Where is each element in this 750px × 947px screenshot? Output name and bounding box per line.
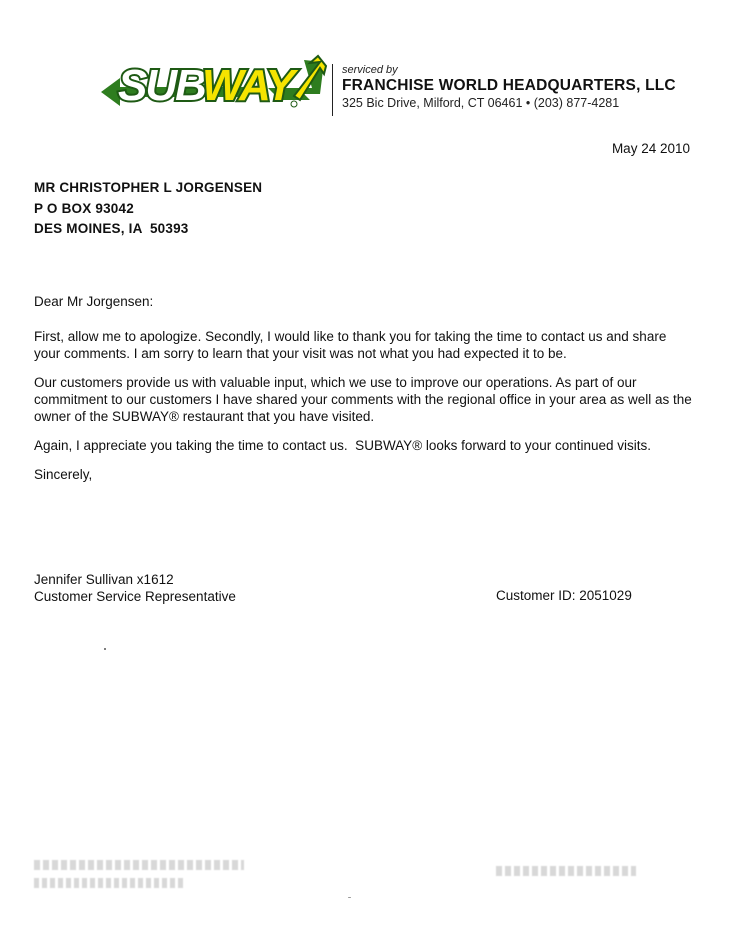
letter-body [34, 293, 694, 495]
signature-block [34, 571, 236, 605]
faded-scan-artifact [34, 860, 244, 888]
body-paragraph-3: Again, I appreciate you taking the time to contact us. SUBWAY® looks forward to your continued visits. [34, 438, 651, 453]
recipient-city-state-zip: DES MOINES, IA 50393 [34, 221, 189, 236]
scan-speck [104, 648, 106, 650]
letterhead [98, 54, 688, 120]
recipient-name: MR CHRISTOPHER L JORGENSEN [34, 180, 263, 195]
body-paragraph-2: Our customers provide us with valuable input, which we use to improve our operations. As part of our commitment to our customers I have shared your comments with the regional office in your area as well as the owner of the SUBWAY® restaurant that you have visited. [34, 375, 692, 424]
scan-speck [348, 897, 351, 898]
closing: Sincerely, [34, 467, 93, 482]
logo-wordmark-sub: SUB [118, 61, 205, 110]
subway-logo [98, 54, 328, 120]
serviced-by-label: serviced by [342, 64, 398, 76]
salutation: Dear Mr Jorgensen: [34, 294, 154, 309]
faded-scan-artifact [496, 866, 636, 876]
recipient-address-block [34, 178, 262, 240]
customer-id: Customer ID: 2051029 [496, 588, 632, 603]
letter-date: May 24 2010 [611, 141, 690, 156]
franchise-address: 325 Bic Drive, Milford, CT 06461 • (203) 877-4281 [342, 96, 620, 110]
logo-wordmark-way: WAY [202, 61, 293, 110]
signatory-title: Customer Service Representative [34, 589, 236, 604]
letterhead-divider [332, 64, 333, 116]
franchise-name: FRANCHISE WORLD HEADQUARTERS, LLC [342, 77, 676, 94]
signatory-name: Jennifer Sullivan x1612 [34, 572, 174, 587]
recipient-po-box: P O BOX 93042 [34, 200, 134, 216]
body-paragraph-1: First, allow me to apologize. Secondly, I would like to thank you for taking the time to contact us and share your comments. I am sorry to learn that your visit was not what you had expected it to be. [34, 329, 667, 361]
